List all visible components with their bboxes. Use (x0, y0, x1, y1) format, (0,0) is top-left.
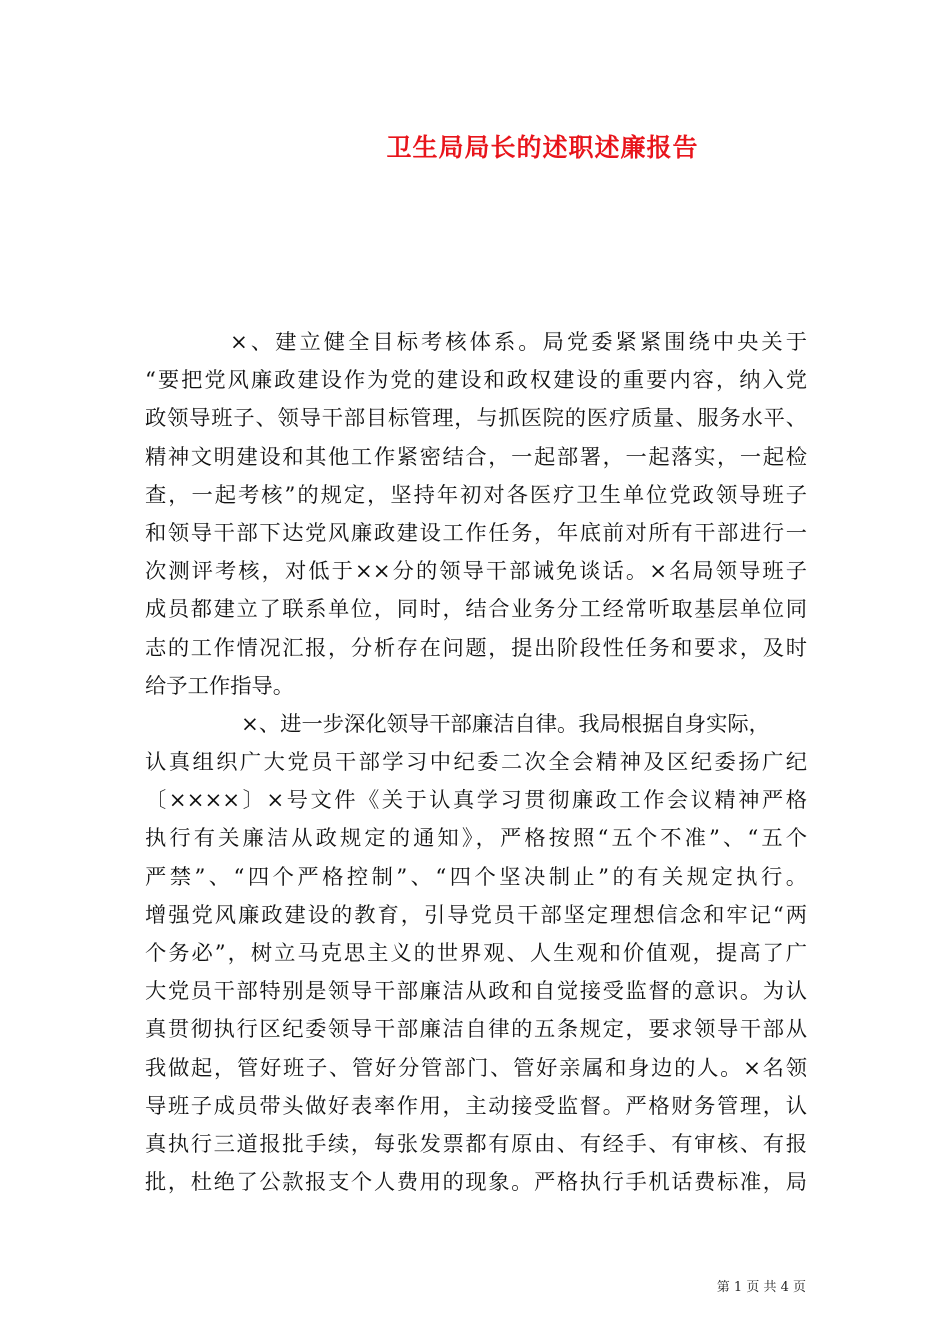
paragraph-1-line-7: 次测评考核，对低于××分的领导干部诫免谈话。×名局领导班子 (145, 559, 807, 585)
paragraph-2-line-1: ×、进一步深化领导干部廉洁自律。我局根据自身实际， (241, 711, 770, 737)
paragraph-1-line-8: 成员都建立了联系单位，同时，结合业务分工经常听取基层单位同 (145, 597, 807, 623)
paragraph-1-line-10: 给予工作指导。 (145, 673, 295, 699)
paragraph-1-line-2: “要把党风廉政建设作为党的建设和政权建设的重要内容，纳入党 (145, 368, 807, 394)
paragraph-1-line-4: 精神文明建设和其他工作紧密结合，一起部署，一起落实，一起检 (145, 444, 807, 470)
paragraph-2-line-13: 批，杜绝了公款报支个人费用的现象。严格执行手机话费标准，局 (145, 1170, 807, 1196)
page-title: 卫生局局长的述职述廉报告 (386, 133, 699, 162)
paragraph-2-line-7: 个务必”，树立马克思主义的世界观、人生观和价值观，提高了广 (145, 941, 807, 966)
paragraph-2-line-3: 〔××××〕×号文件《关于认真学习贯彻廉政工作会议精神严格 (145, 788, 807, 814)
page-number-footer: 第 1 页 共 4 页 (716, 1280, 806, 1295)
paragraph-2-line-12: 真执行三道报批手续，每张发票都有原由、有经手、有审核、有报 (145, 1131, 807, 1157)
paragraph-1-line-1: ×、建立健全目标考核体系。局党委紧紧围绕中央关于 (230, 330, 807, 355)
paragraph-1-line-3: 政领导班子、领导干部目标管理，与抓医院的医疗质量、服务水平、 (145, 406, 807, 432)
paragraph-2-line-9: 真贯彻执行区纪委领导干部廉洁自律的五条规定，要求领导干部从 (145, 1017, 807, 1043)
paragraph-1-line-5: 查，一起考核”的规定，坚持年初对各医疗卫生单位党政领导班子 (145, 482, 807, 508)
paragraph-2-line-5: 严禁”、“四个严格控制”、“四个坚决制止”的有关规定执行。 (145, 864, 807, 890)
paragraph-2-line-2: 认真组织广大党员干部学习中纪委二次全会精神及区纪委扬广纪 (145, 750, 807, 776)
paragraph-2-line-4: 执行有关廉洁从政规定的通知》，严格按照“五个不准”、“五个 (145, 826, 808, 852)
paragraph-1-line-9: 志的工作情况汇报，分析存在问题，提出阶段性任务和要求，及时 (145, 635, 807, 661)
paragraph-2-line-6: 增强党风廉政建设的教育，引导党员干部坚定理想信念和牢记“两 (145, 902, 807, 928)
body-text (145, 324, 807, 1202)
paragraph-2-line-8: 大党员干部特别是领导干部廉洁从政和自觉接受监督的意识。为认 (145, 979, 807, 1005)
paragraph-2-line-11: 导班子成员带头做好表率作用，主动接受监督。严格财务管理，认 (145, 1093, 807, 1119)
paragraph-1-line-6: 和领导干部下达党风廉政建设工作任务，年底前对所有干部进行一 (145, 520, 807, 546)
paragraph-2-line-10: 我做起，管好班子、管好分管部门、管好亲属和身边的人。×名领 (145, 1055, 807, 1081)
